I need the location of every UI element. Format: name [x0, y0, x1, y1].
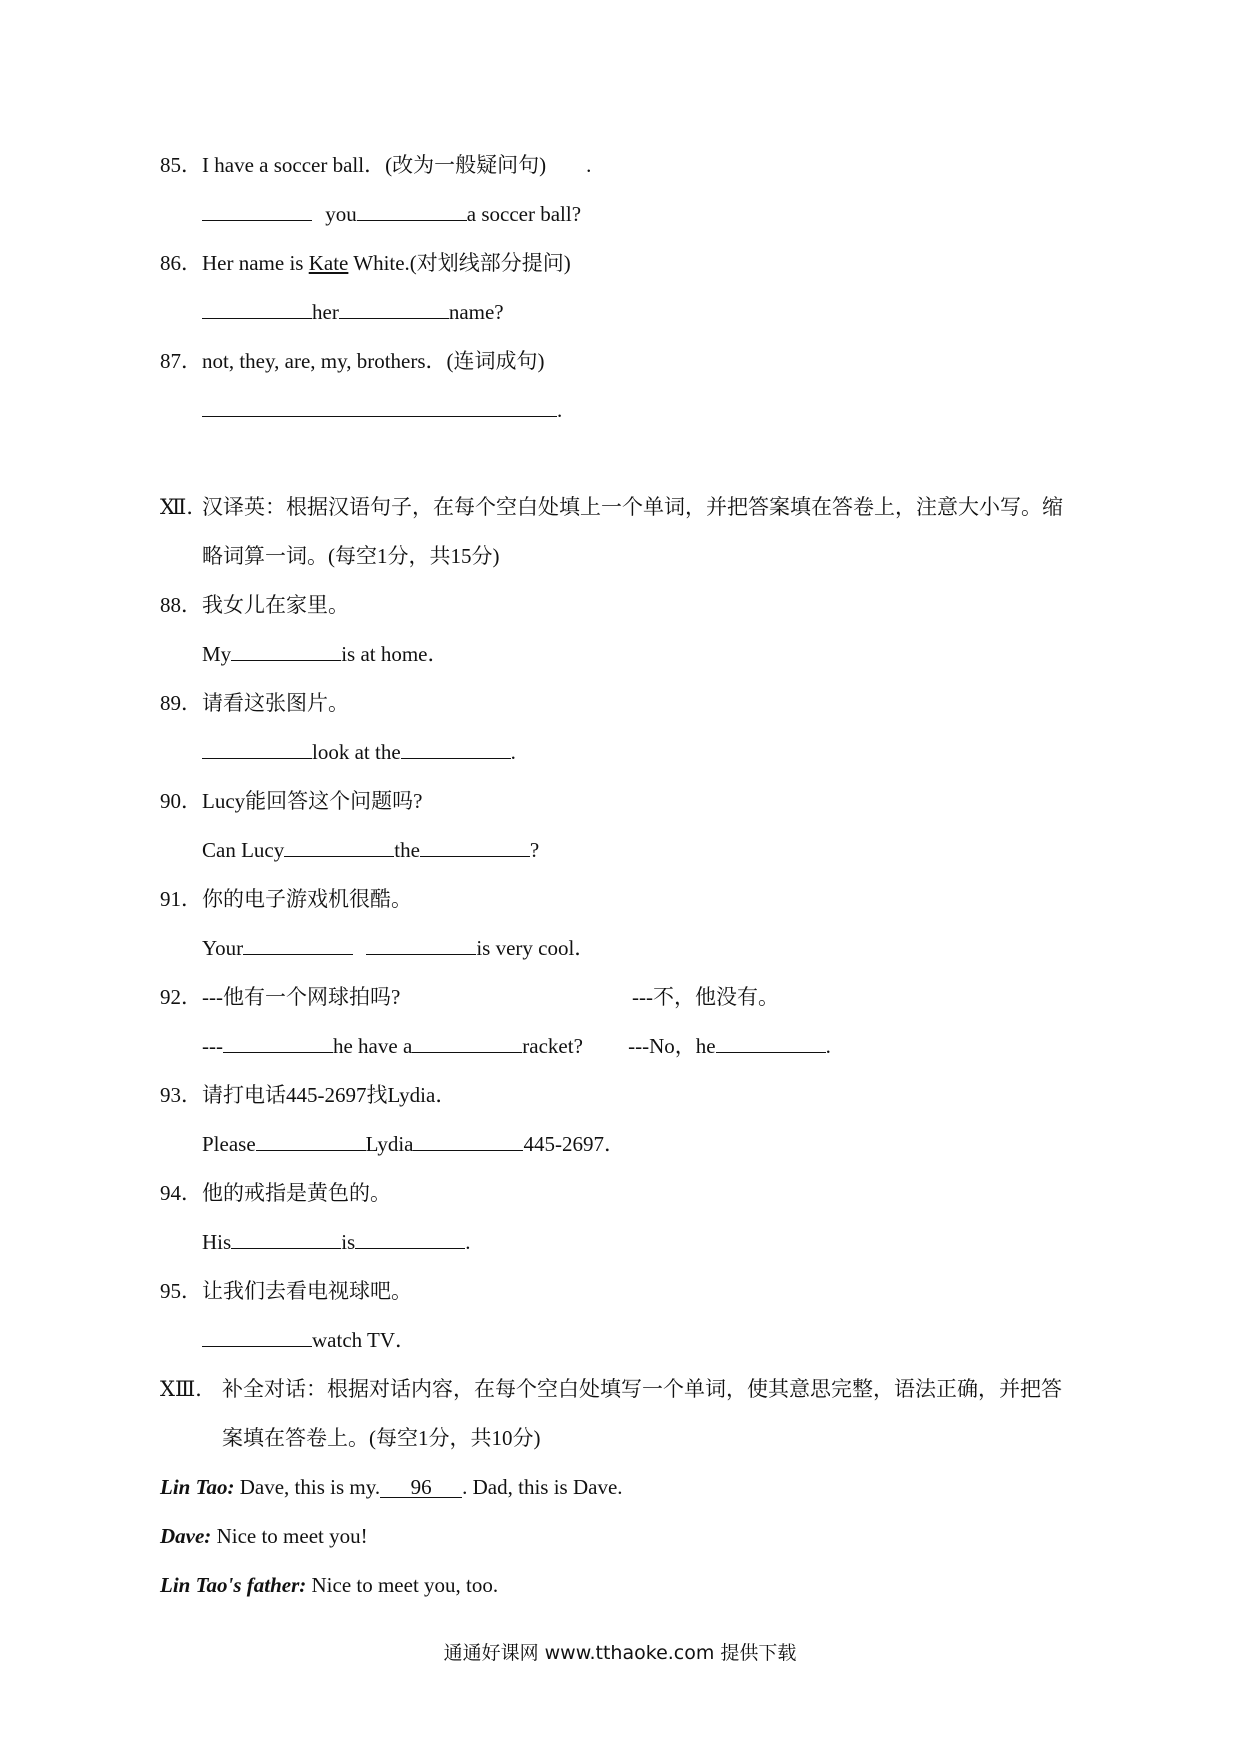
question-85-answer: you a soccer ball?: [202, 199, 581, 229]
question-86-answer: her name?: [202, 297, 504, 327]
answer-blank[interactable]: [223, 1032, 333, 1053]
question-87: 87．not, they, are, my, brothers．(连词成句): [160, 349, 545, 373]
question-93: 93．请打电话445-2697找Lydia．: [160, 1083, 457, 1107]
question-88-answer: My is at home．: [202, 642, 449, 666]
dialog-line: Dave: Nice to meet you!: [160, 1524, 368, 1548]
question-92-answer: --- he have a racket? ---No，he .: [202, 1034, 831, 1058]
answer-blank[interactable]: [413, 1130, 523, 1151]
answer-blank[interactable]: [202, 396, 557, 417]
dialog-line: Lin Tao: Dave, this is my. 96 . Dad, this is Dave.: [160, 1475, 623, 1499]
question-85: 85．I have a soccer ball．(改为一般疑问句) .: [160, 153, 592, 177]
question-92-reply: ---不，他没有。: [632, 985, 779, 1009]
answer-blank[interactable]: [202, 298, 312, 319]
question-87-answer: .: [202, 395, 562, 425]
question-90: 90．Lucy能回答这个问题吗?: [160, 789, 423, 813]
answer-blank[interactable]: [256, 1130, 366, 1151]
answer-blank[interactable]: [202, 738, 312, 759]
answer-blank[interactable]: [716, 1032, 826, 1053]
answer-blank[interactable]: [366, 934, 476, 955]
section-13-heading: ⅩⅢ． 补全对话：根据对话内容，在每个空白处填写一个单词，使其意思完整，语法正确，并把答: [160, 1377, 1062, 1401]
answer-blank[interactable]: [401, 738, 511, 759]
answer-blank[interactable]: [202, 1326, 312, 1347]
question-95: 95．让我们去看电视球吧。: [160, 1279, 412, 1303]
question-89-answer: look at the .: [202, 737, 516, 767]
question-86: 86．Her name is Kate White.(对划线部分提问): [160, 251, 571, 275]
question-91-answer: Your is very cool．: [202, 936, 596, 960]
answer-blank[interactable]: [231, 640, 341, 661]
answer-blank[interactable]: [420, 836, 530, 857]
section-12-heading-cont: 略词算一词。(每空1分，共15分): [202, 544, 500, 568]
question-89: 89．请看这张图片。: [160, 691, 349, 715]
question-88: 88．我女儿在家里。: [160, 593, 349, 617]
section-12-heading: Ⅻ．汉译英：根据汉语句子，在每个空白处填上一个单词，并把答案填在答卷上，注意大小写。缩: [160, 495, 1063, 519]
answer-blank[interactable]: [355, 1228, 465, 1249]
question-93-answer: Please Lydia 445-2697．: [202, 1132, 625, 1156]
speaker: Lin Tao:: [160, 1475, 235, 1499]
answer-blank[interactable]: [243, 934, 353, 955]
dialog-line: Lin Tao's father: Nice to meet you, too.: [160, 1573, 499, 1597]
question-94-answer: His is .: [202, 1230, 471, 1254]
question-94: 94．他的戒指是黄色的。: [160, 1181, 391, 1205]
section-13-heading-cont: 案填在答卷上。(每空1分，共10分): [222, 1426, 541, 1450]
underlined-word: Kate: [308, 251, 349, 275]
answer-blank[interactable]: [412, 1032, 522, 1053]
question-95-answer: watch TV．: [202, 1325, 416, 1355]
question-90-answer: Can Lucy the ?: [202, 838, 540, 862]
answer-blank[interactable]: [357, 200, 467, 221]
question-91: 91．你的电子游戏机很酷。: [160, 887, 412, 911]
speaker: Dave:: [160, 1524, 212, 1548]
question-92: 92．---他有一个网球拍吗?: [160, 985, 401, 1009]
page-footer: 通通好课网 www.tthaoke.com 提供下载: [443, 1642, 797, 1664]
answer-blank[interactable]: [202, 200, 312, 221]
answer-blank[interactable]: [339, 298, 449, 319]
speaker: Lin Tao's father:: [160, 1573, 307, 1597]
answer-blank[interactable]: [231, 1228, 341, 1249]
answer-blank-96[interactable]: 96: [380, 1477, 462, 1498]
answer-blank[interactable]: [284, 836, 394, 857]
